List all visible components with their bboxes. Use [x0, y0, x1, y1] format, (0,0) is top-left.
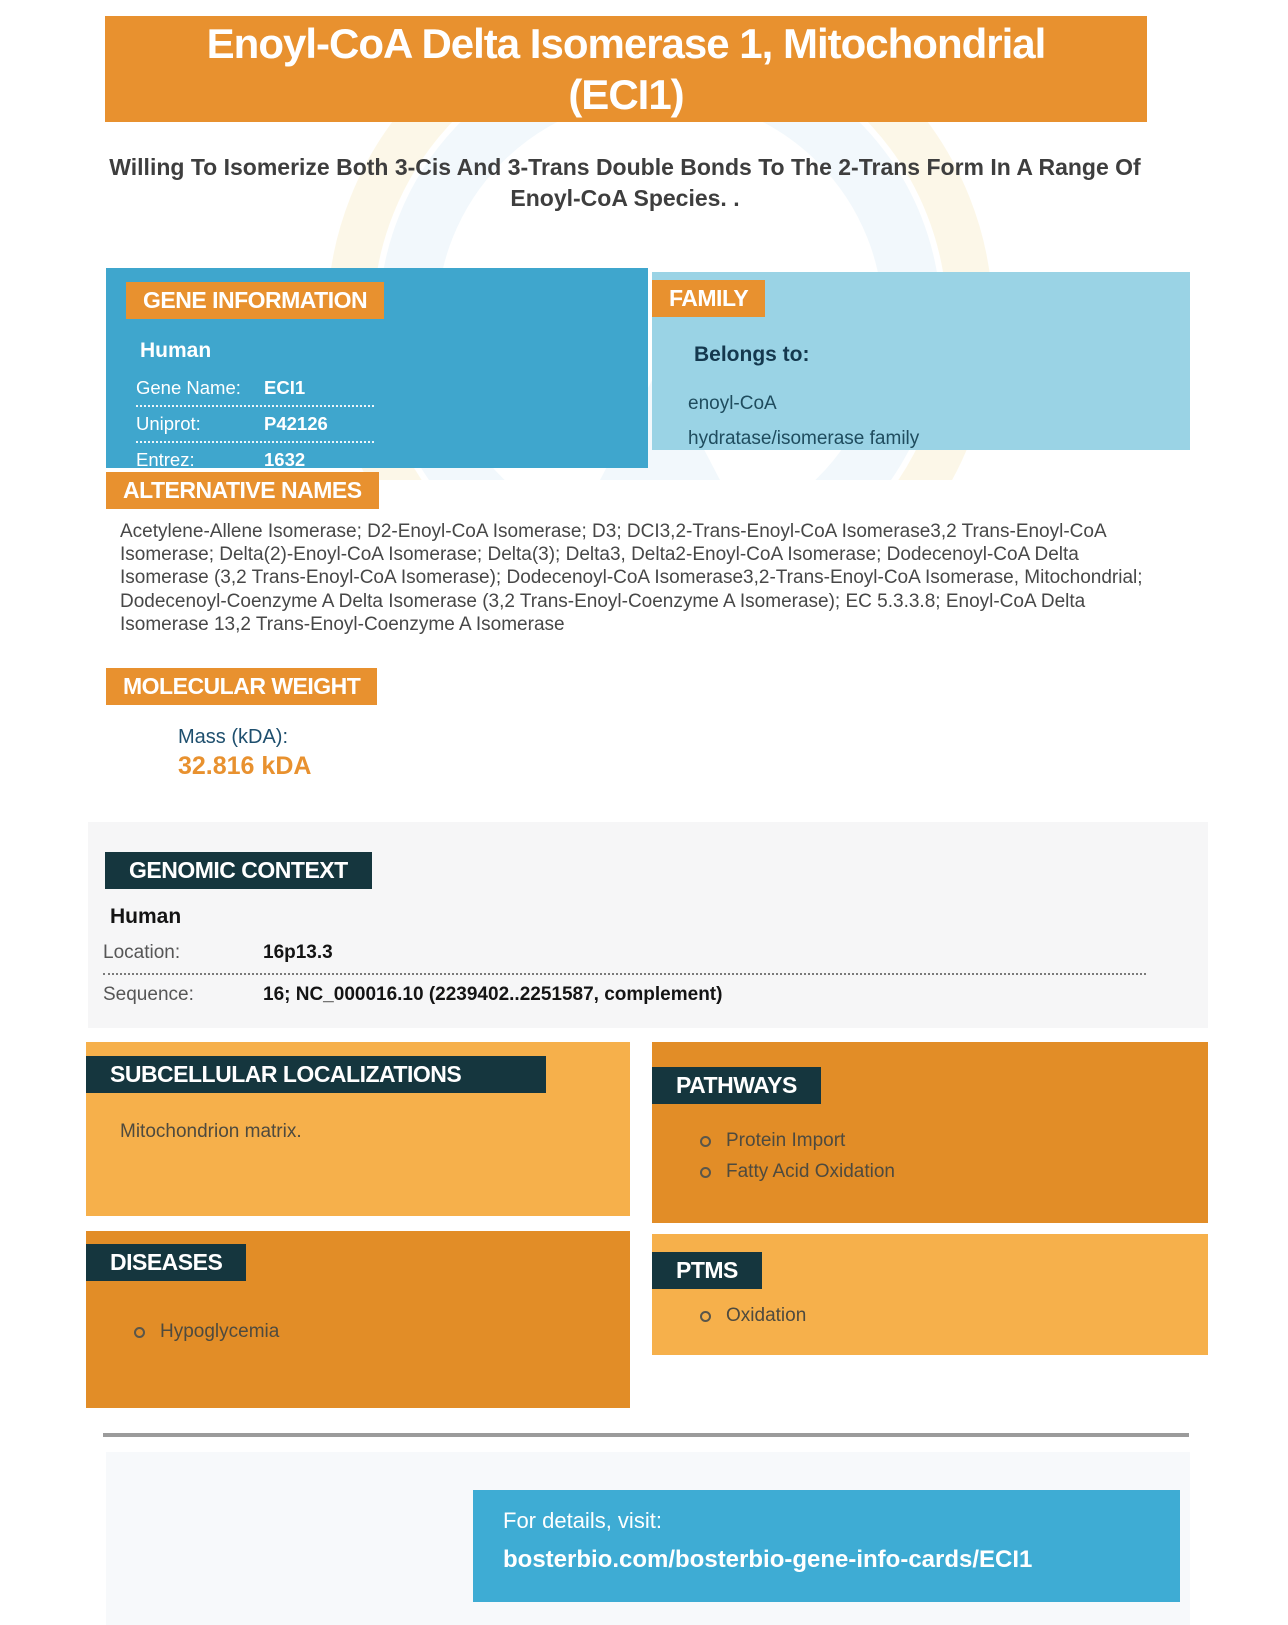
ptms-heading: PTMS [652, 1252, 762, 1289]
title-banner [105, 16, 1147, 122]
uniprot-value: P42126 [264, 413, 328, 434]
uniprot-label: Uniprot: [136, 413, 201, 434]
pathway-item-label: Protein Import [726, 1130, 846, 1151]
pathways-list [652, 1130, 1208, 1183]
molecular-weight-heading: MOLECULAR WEIGHT [106, 668, 377, 705]
genomic-context-heading: GENOMIC CONTEXT [105, 852, 372, 889]
ptm-item-label: Oxidation [726, 1305, 807, 1326]
ptms-list [652, 1305, 1208, 1327]
ptms-section [652, 1234, 1208, 1355]
gene-name-label: Gene Name: [136, 377, 241, 398]
table-row [103, 933, 1146, 973]
sequence-label: Sequence: [103, 984, 194, 1005]
footer-divider [103, 1433, 1189, 1437]
gene-information-heading: GENE INFORMATION [126, 282, 384, 319]
family-section [652, 272, 1190, 450]
gene-name-value: ECI1 [264, 377, 306, 398]
family-item: enoyl-CoA [688, 393, 777, 414]
diseases-list [86, 1321, 630, 1343]
bullet-circle-icon [700, 1136, 711, 1147]
belongs-to-label: Belongs to: [694, 343, 810, 366]
diseases-heading: DISEASES [86, 1244, 246, 1281]
list-item [700, 1130, 1208, 1152]
list-item [700, 1161, 1208, 1183]
gene-information-section [106, 268, 648, 468]
subcellular-localization-value: Mitochondrion matrix. [120, 1121, 302, 1142]
family-item: hydratase/isomerase family [688, 428, 920, 450]
table-row [136, 371, 374, 405]
list-item [700, 1305, 1208, 1327]
gene-summary-subtitle: Willing To Isomerize Both 3-Cis And 3-Trans Double Bonds To The 2-Trans Form In A Range Of Enoyl-CoA Species. . [109, 154, 1141, 211]
disease-item-label: Hypoglycemia [160, 1321, 280, 1342]
footer-panel [106, 1452, 1190, 1625]
location-value: 16p13.3 [263, 942, 333, 963]
page-title-line1: Enoyl-CoA Delta Isomerase 1, Mitochondrial [206, 19, 1046, 67]
genomic-species-label: Human [110, 905, 182, 928]
visit-details-box [473, 1490, 1180, 1602]
page-title-line2: (ECI1) [568, 71, 684, 118]
sequence-value: 16; NC_000016.10 (2239402..2251587, complement) [263, 984, 723, 1005]
details-url-link[interactable]: bosterbio.com/bosterbio-gene-info-cards/ECI1 [503, 1546, 1033, 1573]
mass-value: 32.816 kDA [178, 752, 312, 780]
pathways-heading: PATHWAYS [652, 1067, 821, 1104]
page-title [207, 18, 1046, 120]
gene-species-label: Human [140, 339, 212, 362]
bullet-circle-icon [700, 1311, 711, 1322]
subcellular-localizations-section [86, 1042, 630, 1216]
list-item [134, 1321, 630, 1343]
visit-label: For details, visit: [503, 1508, 662, 1533]
subcellular-localizations-heading: SUBCELLULAR LOCALIZATIONS [86, 1056, 546, 1093]
diseases-section [86, 1231, 630, 1408]
table-row [103, 973, 1146, 1015]
entrez-value: 1632 [264, 449, 306, 470]
genomic-context-section [88, 822, 1208, 1028]
bullet-circle-icon [700, 1167, 711, 1178]
mass-label: Mass (kDA): [178, 726, 288, 748]
pathways-section [652, 1042, 1208, 1223]
alternative-names-heading: ALTERNATIVE NAMES [106, 472, 379, 509]
location-label: Location: [103, 942, 181, 963]
pathway-item-label: Fatty Acid Oxidation [726, 1161, 895, 1182]
entrez-label: Entrez: [136, 449, 195, 470]
bullet-circle-icon [134, 1327, 145, 1338]
family-heading: FAMILY [652, 280, 765, 317]
table-row [136, 405, 374, 441]
alternative-names-text: Acetylene-Allene Isomerase; D2-Enoyl-CoA Isomerase; D3; DCI3,2-Trans-Enoyl-CoA Isomerase3,2 Trans-Enoyl-CoA Isomerase; Delta(2)-Enoyl-CoA Isomerase; Delta(3); Delta3, Delta2-Enoyl-CoA Isomerase; Dodecenoyl-CoA Delta Isomerase (3,2 Trans-Enoyl-CoA Isomerase); Dodecenoyl-CoA Isomerase3,2-Trans-Enoyl-CoA Isomerase, Mitochondrial; Dodecenoyl-Coenzyme A Delta Isomerase (3,2 Trans-Enoyl-Coenzyme A Isomerase); EC 5.3.3.8; Enoyl-CoA Delta Isomerase 13,2 Trans-Enoyl-Coenzyme A Isomerase [120, 521, 1143, 635]
